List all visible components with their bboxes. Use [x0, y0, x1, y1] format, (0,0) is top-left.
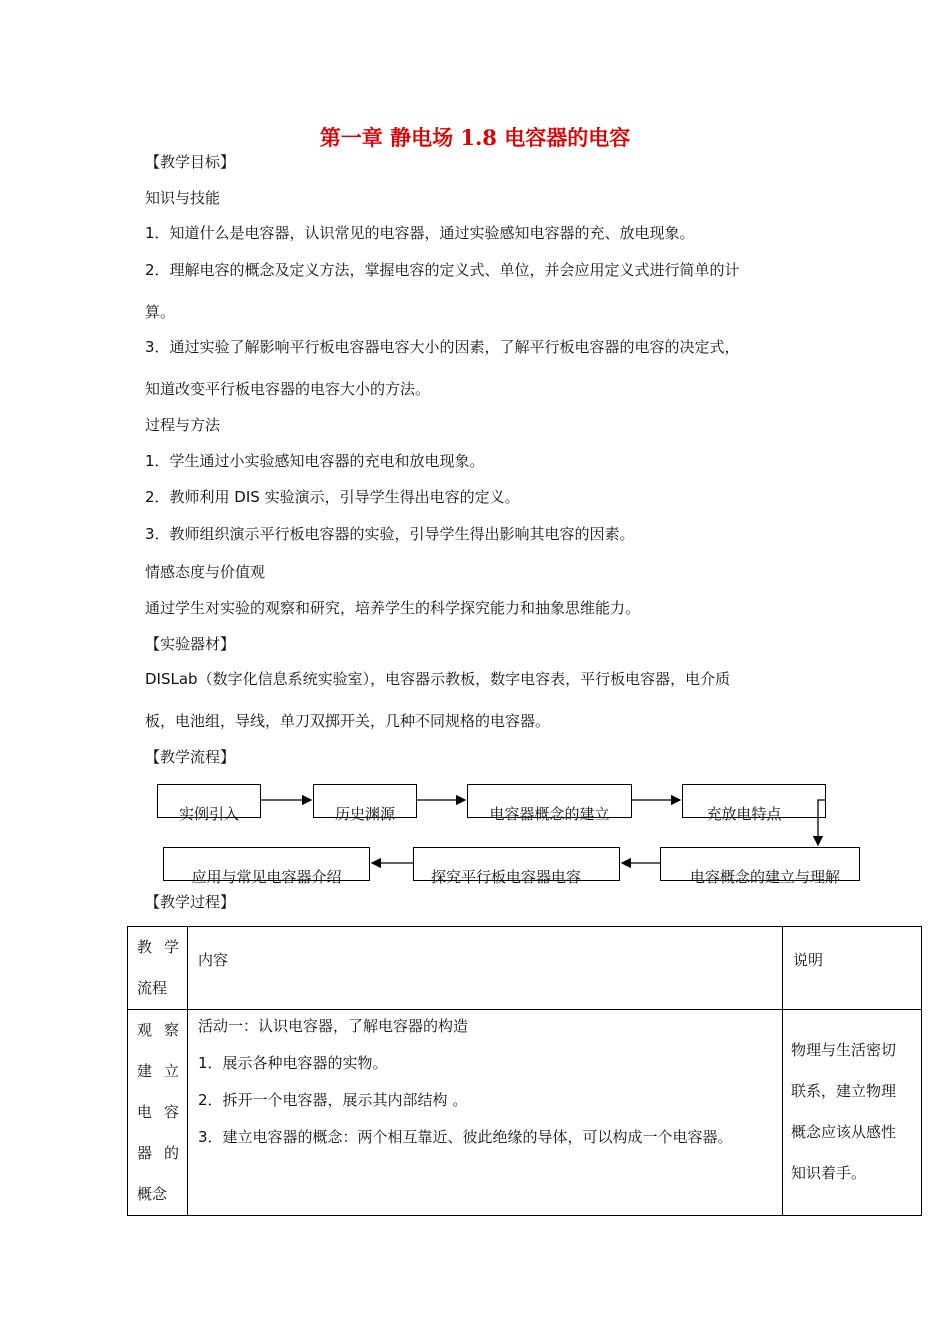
flow-heading: 【教学流程】 [145, 748, 236, 766]
flow-label-application: 应用与常见电容器介绍 [191, 868, 342, 886]
emotion-heading: 情感态度与价值观 [145, 563, 266, 581]
flow-box-concept [467, 784, 632, 818]
note-line-2: 联系，建立物理 [791, 1082, 897, 1100]
table-row [128, 1010, 922, 1216]
objectives-heading: 【教学目标】 [145, 153, 236, 171]
flow-box-example [157, 784, 261, 818]
row-content-cell [188, 1010, 783, 1216]
flow-label-history: 历史渊源 [334, 805, 395, 823]
flow-label-charge: 充放电特点 [706, 805, 782, 823]
row-flow-line-2: 建 立 [137, 1062, 179, 1080]
activity-title: 活动一：认识电容器，了解电容器的构造 [198, 1017, 469, 1035]
flow-box-charge [682, 784, 826, 818]
row-flow-cell [128, 1010, 188, 1216]
equipment-line-1: DISLab（数字化信息系统实验室），电容器示教板，数字电容表，平行板电容器，电介质 [145, 670, 731, 688]
row-flow-line-4: 器 的 [137, 1144, 179, 1162]
header-content-cell [188, 927, 783, 1010]
header-flow-line-2: 流程 [137, 979, 168, 997]
flow-box-explore [413, 847, 620, 881]
header-flow-line-1: 教 学 [137, 938, 179, 956]
knowledge-heading: 知识与技能 [145, 189, 221, 207]
process-item-3: 3．教师组织演示平行板电容器的实验，引导学生得出影响其电容的因素。 [145, 525, 635, 543]
table-header-row [128, 927, 922, 1010]
header-note-label: 说明 [793, 951, 824, 969]
note-line-3: 概念应该从感性 [791, 1123, 897, 1141]
row-note-cell [783, 1010, 922, 1216]
knowledge-item-3: 3．通过实验了解影响平行板电容器电容大小的因素，了解平行板电容器的电容的决定式， [145, 338, 740, 356]
flow-label-understand: 电容概念的建立与理解 [689, 868, 840, 886]
teaching-process-table [127, 926, 922, 1216]
header-flow-cell [128, 927, 188, 1010]
activity-step-2: 2．拆开一个电容器，展示其内部结构 。 [198, 1091, 468, 1109]
emotion-text: 通过学生对实验的观察和研究，培养学生的科学探究能力和抽象思维能力。 [145, 599, 641, 617]
flow-label-concept: 电容器概念的建立 [489, 805, 610, 823]
equipment-heading: 【实验器材】 [145, 635, 236, 653]
knowledge-item-2-cont: 算。 [145, 303, 176, 321]
process-heading: 过程与方法 [145, 416, 221, 434]
knowledge-item-1: 1．知道什么是电容器，认识常见的电容器，通过实验感知电容器的充、放电现象。 [145, 224, 695, 242]
flow-box-understand [660, 847, 860, 881]
flow-box-history [313, 784, 417, 818]
note-line-1: 物理与生活密切 [791, 1041, 897, 1059]
activity-step-3: 3．建立电容器的概念：两个相互靠近、彼此绝缘的导体，可以构成一个电容器。 [198, 1128, 733, 1146]
page-title: 第一章 静电场 1.8 电容器的电容 [319, 125, 631, 150]
header-content-label: 内容 [198, 951, 229, 969]
row-flow-line-5: 概念 [137, 1185, 168, 1203]
row-flow-line-3: 电 容 [137, 1103, 179, 1121]
header-note-cell [783, 927, 922, 1010]
process-table-heading: 【教学过程】 [145, 893, 236, 911]
knowledge-item-3-cont: 知道改变平行板电容器的电容大小的方法。 [145, 380, 431, 398]
process-item-1: 1．学生通过小实验感知电容器的充电和放电现象。 [145, 452, 485, 470]
row-flow-line-1: 观 察 [137, 1021, 179, 1039]
flow-label-explore: 探究平行板电容器电容 [430, 868, 581, 886]
flow-label-example: 实例引入 [178, 805, 239, 823]
flow-box-application [163, 847, 370, 881]
activity-step-1: 1．展示各种电容器的实物。 [198, 1054, 388, 1072]
process-item-2: 2．教师利用 DIS 实验演示，引导学生得出电容的定义。 [145, 488, 520, 506]
knowledge-item-2: 2．理解电容的概念及定义方法，掌握电容的定义式、单位，并会应用定义式进行简单的计 [145, 261, 740, 279]
note-line-4: 知识着手。 [791, 1164, 867, 1182]
equipment-line-2: 板，电池组，导线，单刀双掷开关，几种不同规格的电容器。 [145, 712, 551, 730]
